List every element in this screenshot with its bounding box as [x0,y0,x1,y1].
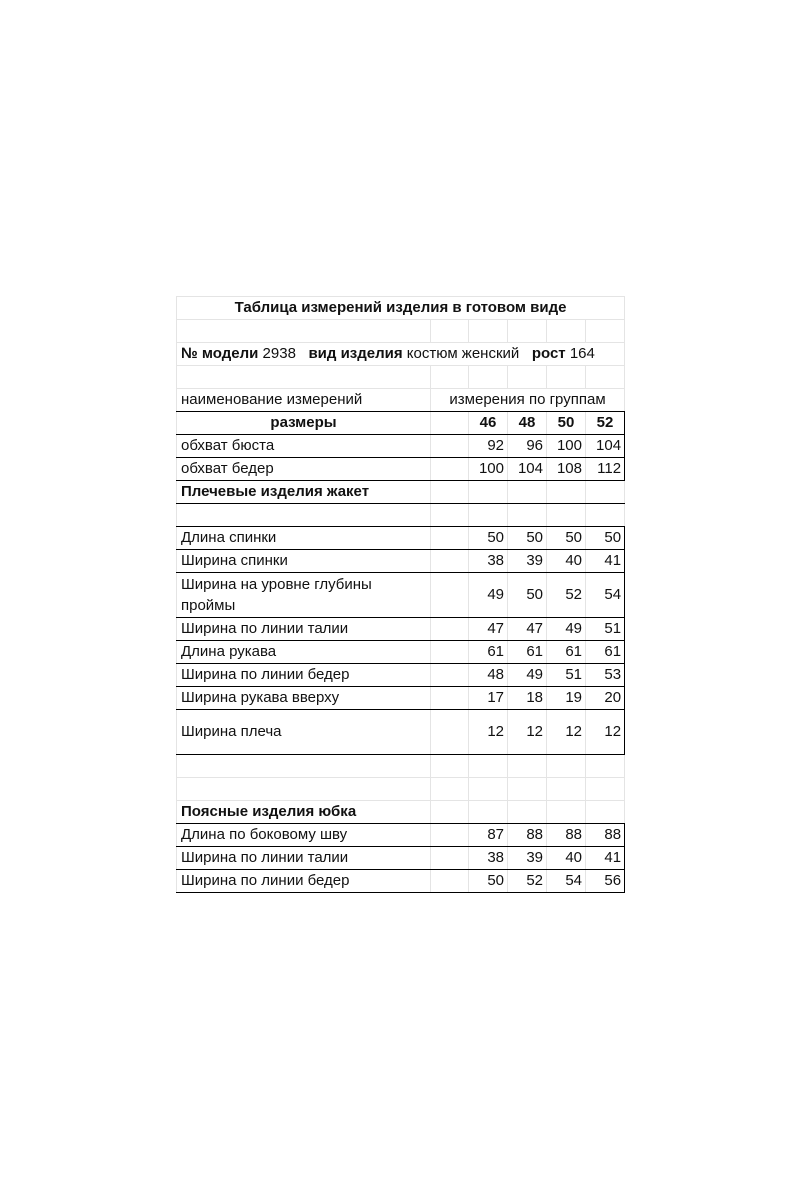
row-name: обхват бюста [177,435,431,458]
row-value: 104 [586,435,625,458]
table-row [177,458,625,481]
row-name: Ширина плеча [177,710,431,755]
measurement-table [176,296,625,893]
table-title: Таблица измерений изделия в готовом виде [177,297,625,320]
row-name: Длина рукава [177,641,431,664]
table-row [177,550,625,573]
row-value: 40 [547,550,586,573]
row-value: 52 [508,870,547,893]
row-value: 54 [586,573,625,618]
table-row [177,435,625,458]
row-value: 12 [547,710,586,755]
row-name: Длина спинки [177,527,431,550]
row-value: 39 [508,550,547,573]
row-value: 61 [586,641,625,664]
model-info [177,343,625,366]
row-value: 96 [508,435,547,458]
table-row [177,618,625,641]
row-value: 88 [508,824,547,847]
model-value: 2938 [262,345,296,362]
table-row [177,527,625,550]
row-name: Ширина рукава вверху [177,687,431,710]
row-value: 18 [508,687,547,710]
size-48: 48 [508,412,547,435]
table-row [177,687,625,710]
row-value: 88 [547,824,586,847]
model-label: № модели [181,345,259,362]
row-name: обхват бедер [177,458,431,481]
sizes-label: размеры [177,412,431,435]
row-value: 87 [469,824,508,847]
row-value: 50 [508,527,547,550]
row-value: 41 [586,550,625,573]
row-value: 51 [547,664,586,687]
row-value: 49 [547,618,586,641]
row-value: 100 [469,458,508,481]
row-value: 20 [586,687,625,710]
row-value: 48 [469,664,508,687]
row-value: 92 [469,435,508,458]
row-value: 56 [586,870,625,893]
header-groups-col: измерения по группам [431,389,625,412]
table-row [177,824,625,847]
table-row [177,847,625,870]
table-row [177,573,625,618]
row-name: Ширина по линии талии [177,847,431,870]
row-value: 54 [547,870,586,893]
row-value: 17 [469,687,508,710]
row-value: 53 [586,664,625,687]
row-name: Ширина по линии талии [177,618,431,641]
row-value: 50 [586,527,625,550]
row-value: 38 [469,847,508,870]
row-value: 108 [547,458,586,481]
measurement-sheet [176,296,624,893]
product-type-value: костюм женский [406,345,520,362]
row-value: 12 [469,710,508,755]
row-value: 50 [469,527,508,550]
table-row [177,664,625,687]
row-value: 52 [547,573,586,618]
section-title-skirt: Поясные изделия юбка [177,801,431,824]
row-value: 61 [508,641,547,664]
row-value: 50 [508,573,547,618]
section-title-jacket: Плечевые изделия жакет [177,481,431,504]
row-value: 47 [469,618,508,641]
row-value: 49 [508,664,547,687]
row-value: 50 [547,527,586,550]
row-value: 100 [547,435,586,458]
table-row [177,870,625,893]
size-46: 46 [469,412,508,435]
row-value: 41 [586,847,625,870]
row-value: 88 [586,824,625,847]
row-value: 112 [586,458,625,481]
row-name: Длина по боковому шву [177,824,431,847]
product-type-label: вид изделия [308,345,403,362]
row-value: 19 [547,687,586,710]
row-name: Ширина спинки [177,550,431,573]
size-52: 52 [586,412,625,435]
row-value: 47 [508,618,547,641]
row-value: 12 [508,710,547,755]
row-value: 61 [547,641,586,664]
row-value: 12 [586,710,625,755]
row-value: 38 [469,550,508,573]
height-value: 164 [569,345,595,362]
row-value: 49 [469,573,508,618]
table-row [177,710,625,755]
row-name: Ширина по линии бедер [177,870,431,893]
row-value: 50 [469,870,508,893]
row-value: 40 [547,847,586,870]
height-label: рост [531,345,566,362]
header-name-col: наименование измерений [177,389,431,412]
row-name: Ширина по линии бедер [177,664,431,687]
size-50: 50 [547,412,586,435]
row-value: 51 [586,618,625,641]
row-name: Ширина на уровне глубины проймы [177,573,431,618]
row-value: 104 [508,458,547,481]
table-row [177,641,625,664]
row-value: 39 [508,847,547,870]
row-value: 61 [469,641,508,664]
